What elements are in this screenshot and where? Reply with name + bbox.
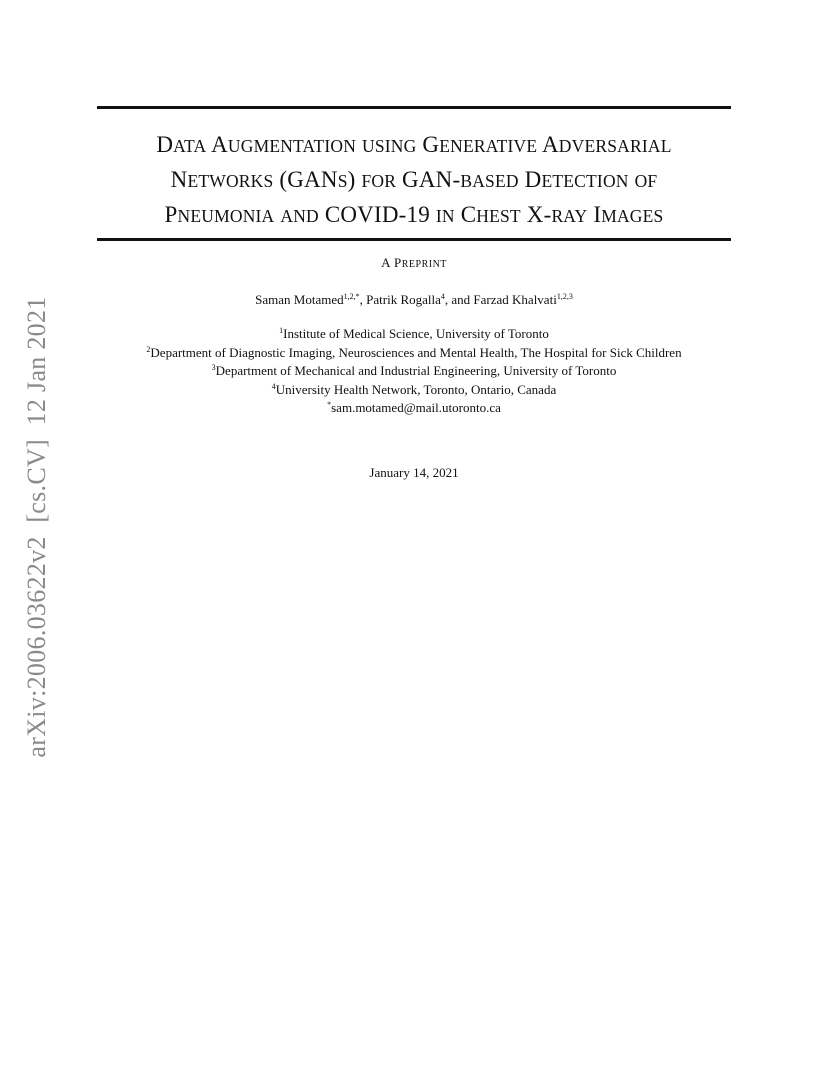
- author-name: Farzad Khalvati: [473, 292, 557, 307]
- paper-title: [97, 128, 731, 233]
- author-affiliation-marker: 1,2,3: [556, 292, 573, 301]
- affiliation-list: [0, 325, 828, 418]
- affiliation-marker: 4: [271, 381, 276, 391]
- title-line: PNEUMONIA AND COVID-19 IN CHEST X-RAY IMAGES: [164, 202, 664, 227]
- affiliation-marker: 3: [211, 363, 216, 373]
- affiliation-line: [0, 381, 828, 400]
- author-separator: ,: [359, 292, 367, 307]
- affiliation-line: [0, 362, 828, 381]
- preprint-label: A PREPRINT: [381, 255, 447, 270]
- author-affiliation-marker: 4: [440, 292, 445, 301]
- affiliation-text: Department of Mechanical and Industrial Engineering, University of Toronto: [215, 363, 617, 379]
- title-bottom-rule: [97, 238, 731, 241]
- affiliation-text: University Health Network, Toronto, Ontario, Canada: [275, 381, 557, 397]
- affiliation-text: Department of Diagnostic Imaging, Neurosciences and Mental Health, The Hospital for Sick Children: [150, 344, 682, 360]
- author-name: Patrik Rogalla: [366, 292, 441, 307]
- affiliation-marker: *: [327, 400, 332, 410]
- title-line: NETWORKS (GANS) FOR GAN-BASED DETECTION OF: [170, 167, 658, 192]
- email-text[interactable]: sam.motamed@mail.utoronto.ca: [331, 400, 501, 416]
- author-list: [0, 292, 828, 308]
- author-name: Saman Motamed: [255, 292, 344, 307]
- affiliation-marker: 1: [279, 326, 284, 335]
- arxiv-stamp-text: arXiv:2006.03622v2 [cs.CV] 12 Jan 2021: [22, 296, 51, 758]
- title-line: DATA AUGMENTATION USING GENERATIVE ADVERSARIAL: [156, 132, 672, 157]
- affiliation-line: [0, 344, 828, 363]
- author-affiliation-marker: 1,2,*: [343, 292, 360, 301]
- affiliation-marker: 2: [146, 344, 151, 354]
- affiliation-text: Institute of Medical Science, University of Toronto: [283, 326, 549, 341]
- corresponding-email[interactable]: [0, 399, 828, 418]
- title-top-rule: [97, 106, 731, 109]
- affiliation-line: [0, 325, 828, 344]
- publication-date: January 14, 2021: [369, 465, 459, 480]
- author-separator: , and: [444, 292, 474, 307]
